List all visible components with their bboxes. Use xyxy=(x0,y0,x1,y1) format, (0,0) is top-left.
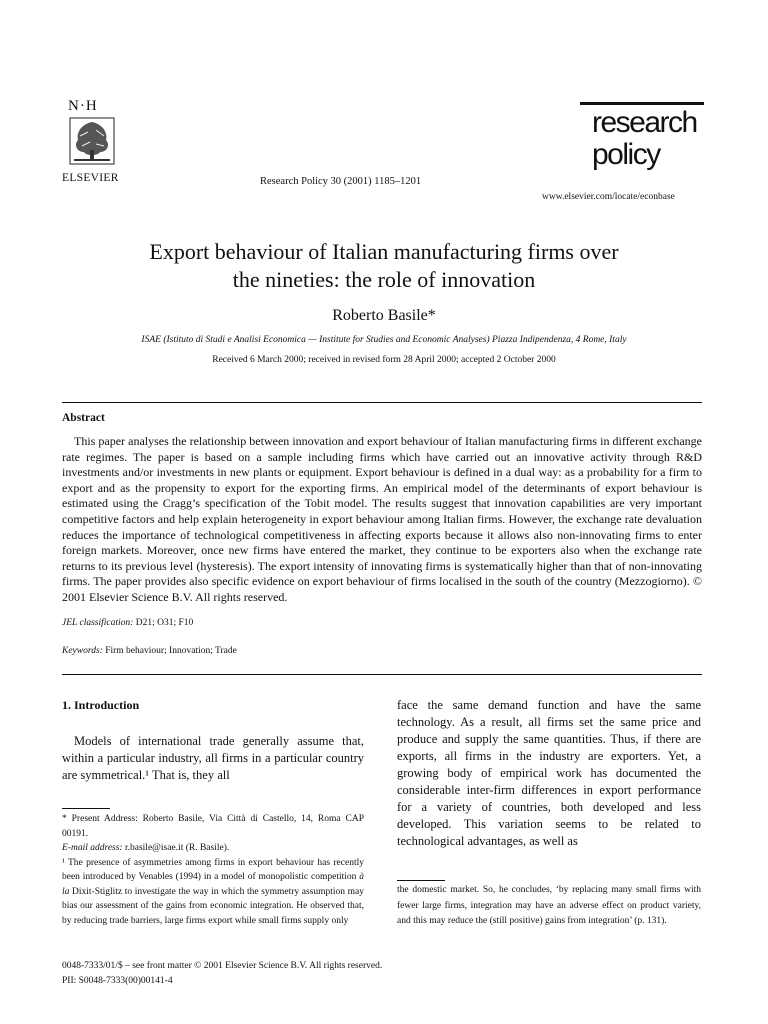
jel-classification xyxy=(62,618,193,628)
email-label: E-mail address: xyxy=(62,843,123,853)
footnote-1-part-a: ¹ The presence of asymmetries among firms in export behaviour has recently been introduced by Venables (1994) in a model of monopolistic competition xyxy=(62,857,364,882)
jel-label: JEL classification: xyxy=(62,618,134,628)
footnote-rule-left xyxy=(62,808,110,809)
jel-value: D21; O31; F10 xyxy=(135,618,194,628)
journal-logo-rule xyxy=(580,102,704,105)
footnote-1-part-b: Dixit-Stiglitz to investigate the way in which the symmetry assumption may bias our assessment of the gains from economic integration. He observed that, by reducing trade barriers, large firms export while small firms supply only xyxy=(62,886,364,926)
title-line-1: Export behaviour of Italian manufacturing firms over xyxy=(149,239,619,264)
footnote-present-address: * Present Address: Roberto Basile, Via Città di Castello, 14, Roma CAP 00191. xyxy=(62,814,364,839)
abstract-top-rule xyxy=(62,402,702,403)
journal-url[interactable]: www.elsevier.com/locate/econbase xyxy=(542,192,675,202)
journal-logo-word1: research xyxy=(592,106,697,139)
received-dates: Received 6 March 2000; received in revised form 28 April 2000; accepted 2 October 2000 xyxy=(212,355,556,365)
publisher-name: ELSEVIER xyxy=(62,172,119,184)
section-heading: 1. Introduction xyxy=(62,698,140,712)
body-column-left: Models of international trade generally assume that, within a particular industry, all firms in a particular country are symmetrical.¹ That is, they all xyxy=(62,734,364,782)
footnote-1 xyxy=(62,856,364,929)
journal-logo-word2: policy xyxy=(592,138,660,171)
footnote-email xyxy=(62,841,364,856)
footer-line-1: 0048-7333/01/$ – see front matter © 2001 Elsevier Science B.V. All rights reserved. xyxy=(62,961,383,971)
footnote-1-continued: the domestic market. So, he concludes, ‘by replacing many small firms with fewer large firms, integration may have an adverse effect on product variety, and this may reduce the (still positive) gains from integration’ (p. 131). xyxy=(397,885,701,926)
footer-line-2: PII: S0048-7333(00)00141-4 xyxy=(62,976,173,986)
publisher-mark: N·H xyxy=(68,98,98,114)
footnote-rule-right xyxy=(397,880,445,881)
journal-logo xyxy=(580,102,704,182)
keywords-label: Keywords: xyxy=(62,646,103,656)
footnotes-left xyxy=(62,812,364,928)
elsevier-tree-icon xyxy=(66,116,118,168)
citation: Research Policy 30 (2001) 1185–1201 xyxy=(260,176,422,187)
keywords-value: Firm behaviour; Innovation; Trade xyxy=(105,646,237,656)
article-title xyxy=(0,238,768,294)
keywords xyxy=(62,646,237,656)
title-line-2: the nineties: the role of innovation xyxy=(232,267,536,292)
footer-copyright xyxy=(62,959,382,989)
footnote-1-italic: à la xyxy=(62,872,365,897)
affiliation: ISAE (Istituto di Studi e Analisi Economica — Institute for Studies and Economic Analyses) Piazza Indipendenza, 4 Rome, Italy xyxy=(141,335,627,345)
author: Roberto Basile* xyxy=(332,307,436,324)
email-value[interactable]: r.basile@isae.it (R. Basile). xyxy=(124,843,230,853)
abstract-text: This paper analyses the relationship between innovation and export behaviour of Italian manufacturing firms in different exchange rate regimes. The paper is based on a sample including firms which have carried out an innovative activity through R&D investments and/or investments in new plants or equipment. Export behaviour is defined in a dual way: as a probability for a firm to export and as the propensity to export for the exporting firms. An empirical model of the determinants of export behaviour is estimated using the Cragg’s specification of the Tobit model. The results suggest that innovation capabilities are very important competitive factors and help explain heterogeneity in export behaviour among Italian firms. However, the exchange rate devaluation reduces the importance of technological competitiveness in affecting exports because it allows also non-innovating firms to enter foreign markets. Moreover, once new firms have entered the market, they continue to be exporters also when the exchange rate returns to its previous level (hysteresis). The export intensity of innovating firms is systematically higher than that of non-innovating firms. The paper provides also specific evidence on export behaviour of firms localised in the south of the country (Mezzogiorno). © 2001 Elsevier Science B.V. All rights reserved. xyxy=(62,434,702,604)
body-column-right: face the same demand function and have the same technology. As a result, all firms set the same price and produce and supply the same quantities. Thus, if there are exports, all firms in the industry are exporters. Yet, a growing body of empirical work has documented the considerable inter-firm differences in export performance for a variety of countries, both developed and less developed. This variation seems to be related to technological advantages, as well as xyxy=(397,698,701,848)
abstract-heading: Abstract xyxy=(62,412,105,424)
publisher-logo xyxy=(62,98,124,190)
abstract-bottom-rule xyxy=(62,674,702,675)
